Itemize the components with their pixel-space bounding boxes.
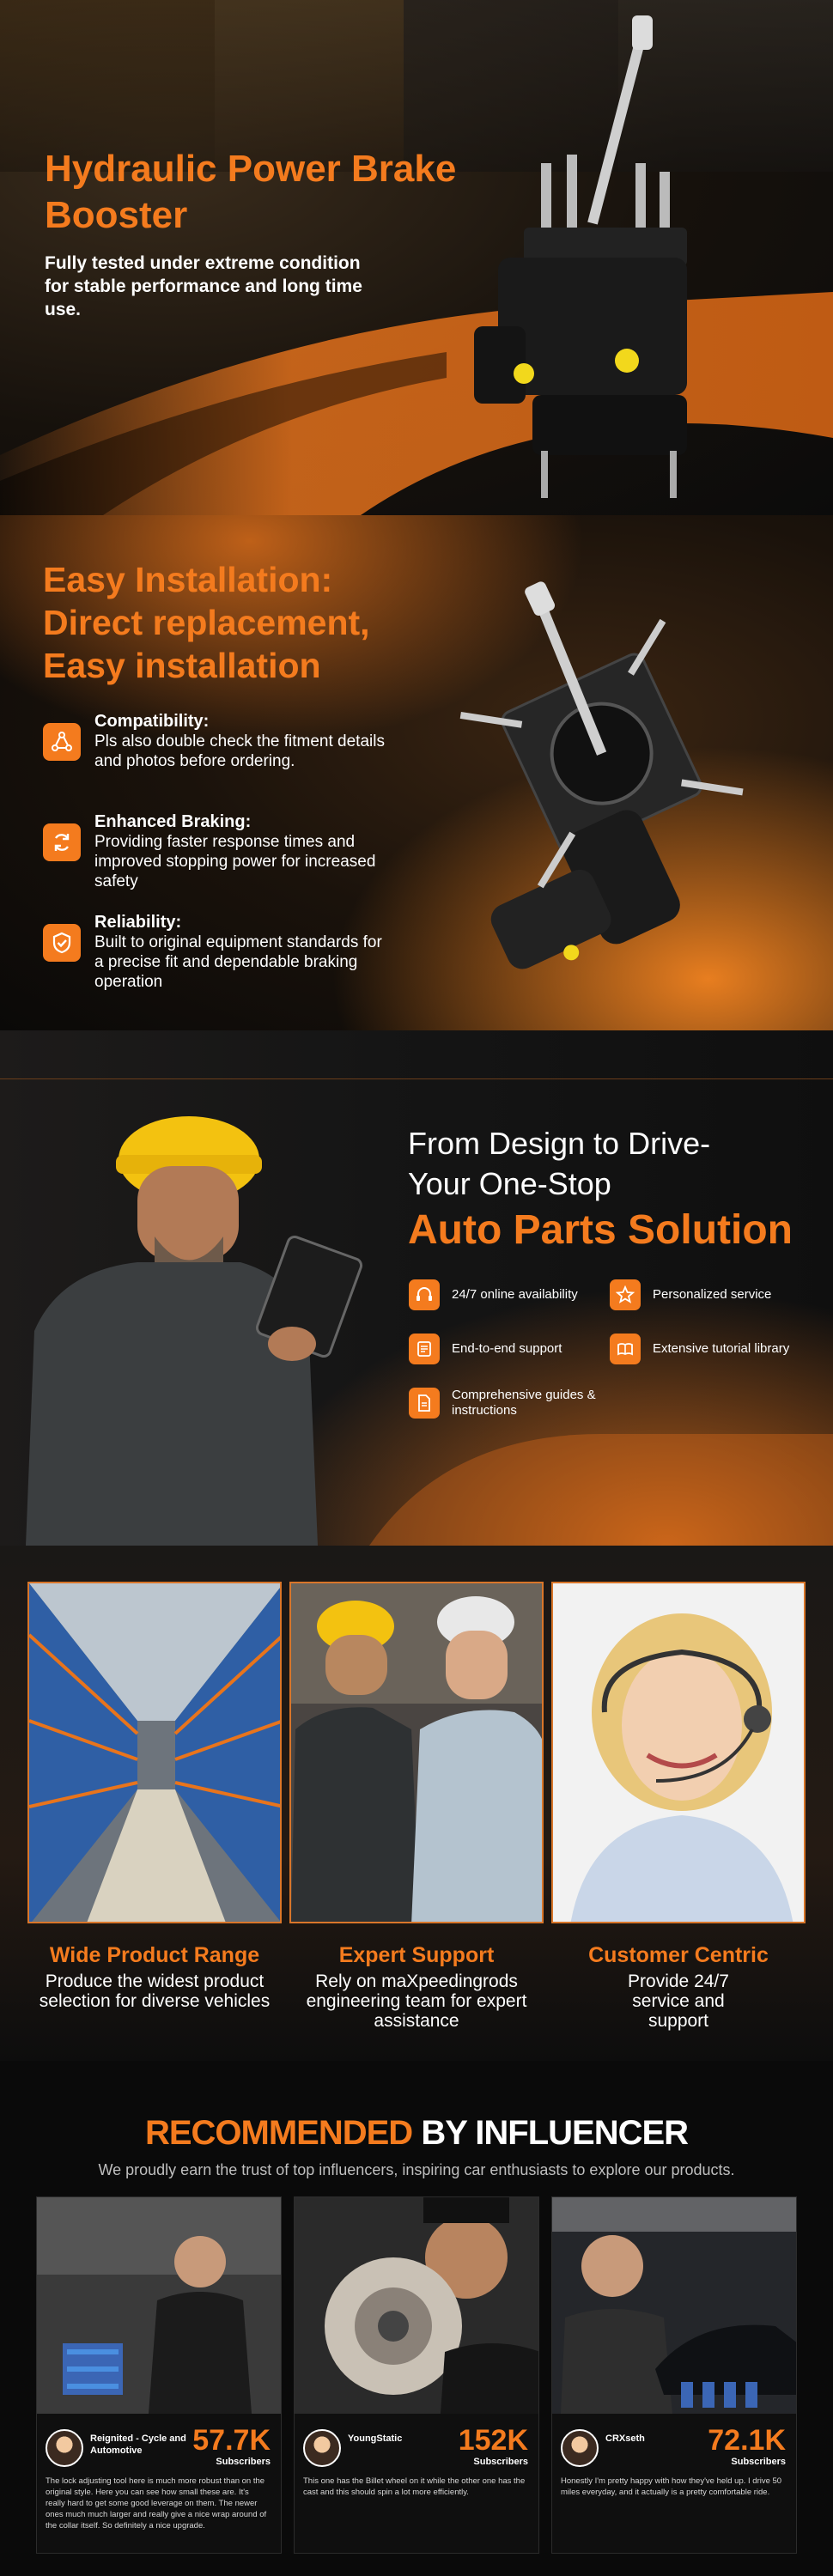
list-icon <box>409 1334 440 1364</box>
influencer-quote: The lock adjusting tool here is much more robust than on the original style. Here you can see how small these are. It's really hard to get some good leverage on them. The newer ones much much larger and really give a nice wrap around of the collar itself. So definitely a nice upgrade. <box>46 2476 267 2530</box>
influencer-avatar <box>561 2429 599 2467</box>
service-label: Personalized service <box>653 1287 772 1302</box>
service-247 <box>409 1279 578 1310</box>
document-icon <box>409 1388 440 1419</box>
influencer-card <box>294 2196 539 2554</box>
subscriber-label: Subscribers <box>473 2457 528 2467</box>
subscriber-count: 57.7K <box>192 2424 271 2457</box>
influencer-photo <box>295 2197 539 2414</box>
influencer-quote: Honestly I'm pretty happy with how they've held up. I drive 50 miles everyday, and it actually is a pretty comfortable ride. <box>561 2476 782 2497</box>
card-desc-expert-support: Rely on maXpeedingrods engineering team for expert assistance <box>306 1971 527 2031</box>
brake-booster-installed-image <box>404 567 781 979</box>
installation-title: Easy Installation: Direct replacement, Easy installation <box>43 560 370 685</box>
influencer-name: CRXseth <box>605 2433 645 2444</box>
design-to-drive-section <box>0 1030 833 1546</box>
feature-text: Providing faster response times and improved stopping power for increased safety <box>94 833 376 890</box>
design-heading-line3: Auto Parts Solution <box>408 1207 793 1253</box>
card-title-customer-centric: Customer Centric <box>588 1943 769 1967</box>
feature-heading: Enhanced Braking: <box>94 812 252 831</box>
network-nodes-icon <box>43 723 81 761</box>
influencer-lead: We proudly earn the trust of top influencers, inspiring car enthusiasts to explore our products. <box>98 2161 735 2178</box>
design-heading-line2: Your One-Stop <box>408 1166 611 1201</box>
feature-text: Pls also double check the fitment details and photos before ordering. <box>94 732 385 770</box>
hero-subtitle: Fully tested under extreme condition for stable performance and long time use. <box>45 253 362 319</box>
service-label: Extensive tutorial library <box>653 1341 790 1356</box>
card-desc-wide-range: Produce the widest product selection for diverse vehicles <box>39 1971 271 2011</box>
influencer-avatar <box>303 2429 341 2467</box>
feature-heading: Compatibility: <box>94 712 210 731</box>
service-guides <box>409 1388 598 1419</box>
influencer-name: YoungStatic <box>348 2433 403 2444</box>
influencer-title-orange: RECOMMENDED <box>144 2114 413 2152</box>
shield-check-icon <box>43 924 81 962</box>
influencer-name: Reignited - Cycle and Automotive <box>90 2433 186 2456</box>
warehouse-card-image <box>27 1582 282 1923</box>
customer-support-card-image <box>551 1582 806 1923</box>
subscriber-count: 152K <box>458 2424 528 2457</box>
refresh-icon <box>43 823 81 861</box>
card-desc-customer-centric: Provide 24/7 service and support <box>628 1971 729 2031</box>
feature-enhanced-braking <box>43 811 386 891</box>
feature-compatibility <box>43 711 386 771</box>
service-label: Comprehensive guides & instructions <box>452 1388 596 1418</box>
subscriber-label: Subscribers <box>731 2457 786 2467</box>
service-tutorial-library <box>610 1334 789 1364</box>
subscriber-count: 72.1K <box>708 2424 786 2457</box>
design-heading-line1: From Design to Drive- <box>408 1126 711 1161</box>
value-cards-section <box>0 1546 833 2061</box>
subscriber-label: Subscribers <box>216 2457 271 2467</box>
influencer-section <box>0 2061 833 2576</box>
influencer-title <box>0 2112 833 2154</box>
service-label: End-to-end support <box>452 1341 562 1356</box>
influencer-photo <box>37 2197 282 2414</box>
feature-text: Built to original equipment standards for a precise fit and dependable braking operation <box>94 933 382 991</box>
installation-section <box>0 515 833 1030</box>
hero-title: Hydraulic Power Brake Booster <box>45 148 457 236</box>
star-icon <box>610 1279 641 1310</box>
card-title-wide-range: Wide Product Range <box>49 1943 260 1967</box>
headset-icon <box>409 1279 440 1310</box>
engineers-card-image <box>289 1582 544 1923</box>
service-end-to-end <box>409 1334 562 1364</box>
feature-heading: Reliability: <box>94 913 182 932</box>
book-icon <box>610 1334 641 1364</box>
service-personalized <box>610 1279 771 1310</box>
influencer-card <box>551 2196 797 2554</box>
hero-section <box>0 0 833 515</box>
influencer-photo <box>552 2197 797 2414</box>
influencer-card <box>36 2196 282 2554</box>
influencer-title-white: BY INFLUENCER <box>421 2114 689 2152</box>
influencer-avatar <box>46 2429 83 2467</box>
card-title-expert-support: Expert Support <box>338 1943 495 1967</box>
service-label: 24/7 online availability <box>452 1287 578 1302</box>
influencer-quote: This one has the Billet wheel on it while the other one has the cast and this should spin a lot more efficiently. <box>303 2476 526 2497</box>
feature-reliability <box>43 912 386 992</box>
worker-with-tablet-image <box>9 1048 369 1546</box>
brake-booster-product-image <box>464 9 721 507</box>
